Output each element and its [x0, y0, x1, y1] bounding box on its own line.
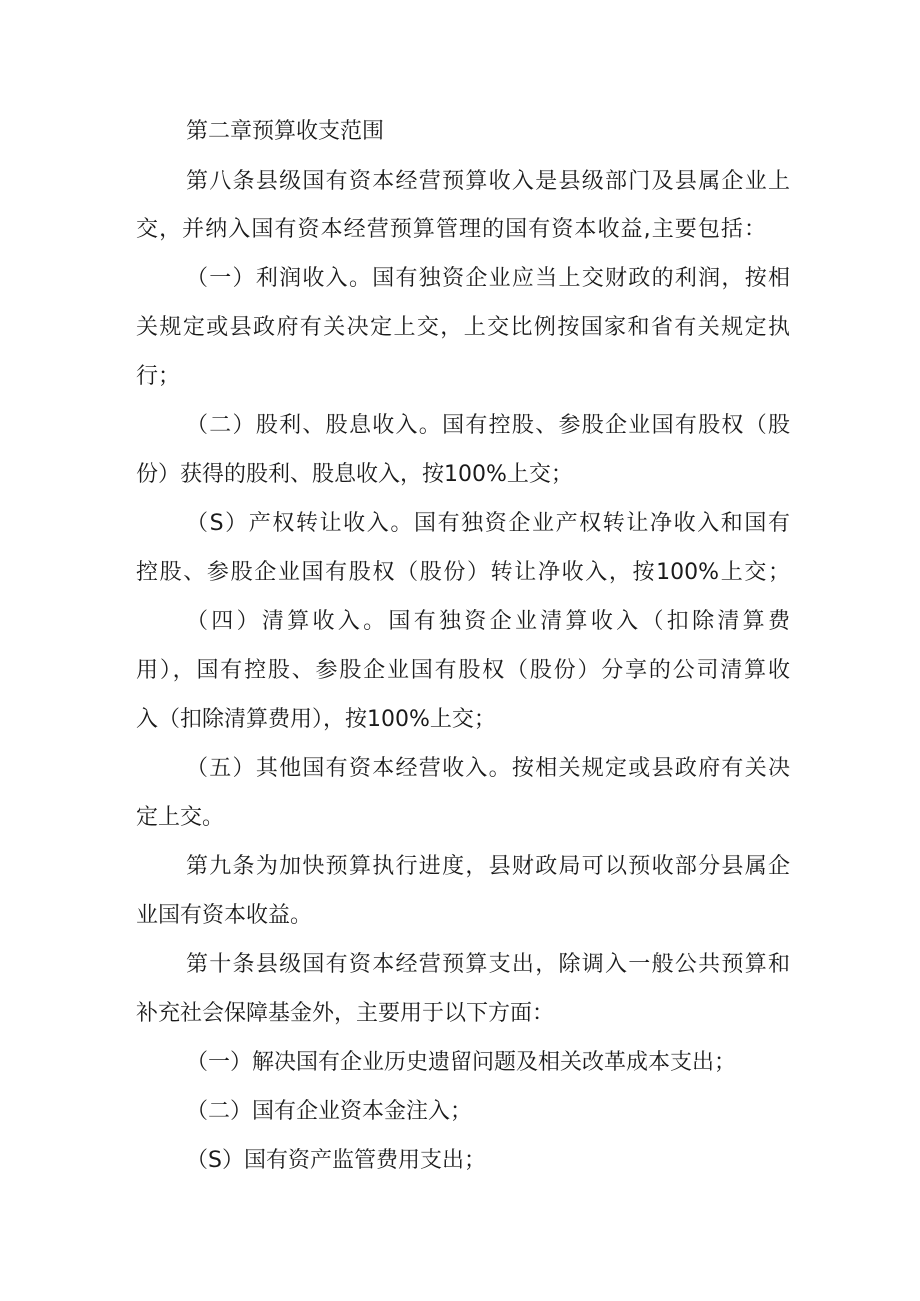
paragraph-line: 入（扣除清算费用），按100%上交； [136, 707, 496, 732]
chapter-heading: 第二章预算收支范围 [186, 119, 385, 144]
paragraph-line: 关规定或县政府有关决定上交，上交比例按国家和省有关规定执 [136, 315, 790, 340]
paragraph-line: （S）国有资产监管费用支出； [186, 1148, 486, 1173]
paragraph-line: 补充社会保障基金外，主要用于以下方面： [136, 1001, 555, 1026]
paragraph-line: 用），国有控股、参股企业国有股权（股份）分享的公司清算收 [136, 658, 790, 683]
paragraph-line: （二）股利、股息收入。国有控股、参股企业国有股权（股 [186, 413, 790, 438]
paragraph-line: 业国有资本收益。 [136, 903, 313, 928]
paragraph-line: 第九条为加快预算执行进度，县财政局可以预收部分县属企 [186, 854, 790, 879]
paragraph-line: 交，并纳入国有资本经营预算管理的国有资本收益,主要包括： [136, 217, 766, 242]
paragraph-line: 第八条县级国有资本经营预算收入是县级部门及县属企业上 [186, 169, 790, 194]
paragraph-line: （一）解决国有企业历史遗留问题及相关改革成本支出； [186, 1050, 737, 1075]
paragraph-line: 第十条县级国有资本经营预算支出，除调入一般公共预算和 [186, 952, 790, 977]
paragraph-line: （二）国有企业资本金注入； [186, 1099, 473, 1124]
paragraph-line: （一）利润收入。国有独资企业应当上交财政的利润，按相 [186, 266, 790, 291]
paragraph-line: （四）清算收入。国有独资企业清算收入（扣除清算费 [186, 609, 790, 634]
paragraph-line: （五）其他国有资本经营收入。按相关规定或县政府有关决 [186, 756, 790, 781]
paragraph-line: 份）获得的股利、股息收入，按100%上交； [136, 462, 573, 487]
paragraph-line: 行； [136, 364, 181, 389]
paragraph-line: 定上交。 [136, 805, 225, 830]
paragraph-line: （S）产权转让收入。国有独资企业产权转让净收入和国有 [186, 511, 790, 536]
paragraph-line: 控股、参股企业国有股权（股份）转让净收入，按100%上交； [136, 560, 790, 585]
